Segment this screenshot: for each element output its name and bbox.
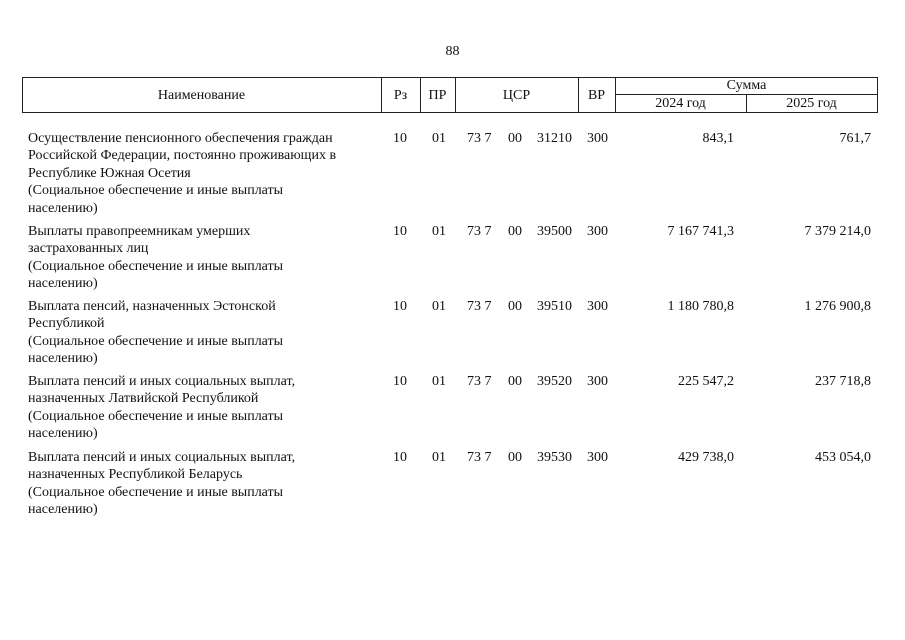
page-number: 88 <box>445 44 460 59</box>
row-csr-subprogram: 00 <box>508 224 522 239</box>
row-vr: 300 <box>587 374 608 389</box>
row-pr: 01 <box>432 131 446 146</box>
row-vr: 300 <box>587 450 608 465</box>
row-name-line: (Социальное обеспечение и иные выплаты <box>28 258 284 274</box>
row-pr: 01 <box>432 374 446 389</box>
row-name <box>28 449 373 519</box>
row-sum-2025: 1 276 900,8 <box>804 299 871 314</box>
row-sum-2024: 7 167 741,3 <box>667 224 734 239</box>
row-csr-direction: 39510 <box>537 299 572 314</box>
row-name-line: Республикой <box>28 316 105 332</box>
header-year-2024: 2024 год <box>655 96 706 111</box>
row-csr-direction: 39500 <box>537 224 572 239</box>
row-name <box>28 130 373 217</box>
row-name-line: Осуществление пенсионного обеспечения граждан <box>28 131 333 146</box>
header-rz: Рз <box>393 88 408 103</box>
row-name-line: (Социальное обеспечение и иные выплаты <box>28 183 284 199</box>
row-rz: 10 <box>393 450 407 465</box>
row-name-line: назначенных Республикой Беларусь <box>28 467 243 483</box>
row-name-line: (Социальное обеспечение и иные выплаты <box>28 484 284 500</box>
row-vr: 300 <box>587 299 608 314</box>
row-csr-subprogram: 00 <box>508 450 522 465</box>
header-pr: ПР <box>428 88 447 103</box>
row-name-line: назначенных Латвийской Республикой <box>28 391 259 407</box>
header-year-2025: 2025 год <box>786 96 837 111</box>
row-pr: 01 <box>432 450 446 465</box>
row-sum-2024: 843,1 <box>702 131 734 146</box>
header-vr: ВР <box>587 88 606 103</box>
row-rz: 10 <box>393 299 407 314</box>
row-vr: 300 <box>587 131 608 146</box>
row-name <box>28 298 373 368</box>
row-pr: 01 <box>432 224 446 239</box>
row-vr: 300 <box>587 224 608 239</box>
header-sum: Сумма <box>726 78 767 93</box>
row-name-line: Выплата пенсий, назначенных Эстонской <box>28 299 276 314</box>
row-name-line: населению) <box>28 200 98 216</box>
row-rz: 10 <box>393 224 407 239</box>
row-name-line: населению) <box>28 276 98 292</box>
row-sum-2025: 761,7 <box>839 131 871 146</box>
row-pr: 01 <box>432 299 446 314</box>
header-bottom-border <box>22 112 878 113</box>
row-sum-2024: 1 180 780,8 <box>667 299 734 314</box>
row-csr-direction: 39520 <box>537 374 572 389</box>
row-sum-2024: 225 547,2 <box>678 374 734 389</box>
row-csr-program: 73 7 <box>467 299 492 314</box>
row-csr-subprogram: 00 <box>508 131 522 146</box>
row-name-line: застрахованных лиц <box>28 241 149 257</box>
row-sum-2024: 429 738,0 <box>678 450 734 465</box>
row-sum-2025: 7 379 214,0 <box>804 224 871 239</box>
header-csr: ЦСР <box>502 88 531 103</box>
row-name-line: Выплата пенсий и иных социальных выплат, <box>28 374 296 389</box>
row-sum-2025: 237 718,8 <box>815 374 871 389</box>
row-rz: 10 <box>393 131 407 146</box>
row-csr-direction: 39530 <box>537 450 572 465</box>
row-name-line: Российской Федерации, постоянно проживающих в <box>28 148 337 164</box>
row-name-line: Выплаты правопреемникам умерших <box>28 224 251 239</box>
row-name <box>28 373 373 443</box>
header-name: Наименование <box>157 88 246 103</box>
row-name-line: населению) <box>28 502 98 518</box>
row-rz: 10 <box>393 374 407 389</box>
row-name-line: населению) <box>28 426 98 442</box>
row-csr-program: 73 7 <box>467 450 492 465</box>
row-csr-program: 73 7 <box>467 224 492 239</box>
row-csr-program: 73 7 <box>467 131 492 146</box>
row-csr-program: 73 7 <box>467 374 492 389</box>
row-name-line: Республике Южная Осетия <box>28 165 191 181</box>
row-name-line: (Социальное обеспечение и иные выплаты <box>28 408 284 424</box>
row-csr-subprogram: 00 <box>508 374 522 389</box>
row-csr-direction: 31210 <box>537 131 572 146</box>
row-name <box>28 223 373 293</box>
row-name-line: (Социальное обеспечение и иные выплаты <box>28 333 284 349</box>
row-csr-subprogram: 00 <box>508 299 522 314</box>
row-name-line: населению) <box>28 351 98 367</box>
row-name-line: Выплата пенсий и иных социальных выплат, <box>28 450 296 465</box>
row-sum-2025: 453 054,0 <box>815 450 871 465</box>
